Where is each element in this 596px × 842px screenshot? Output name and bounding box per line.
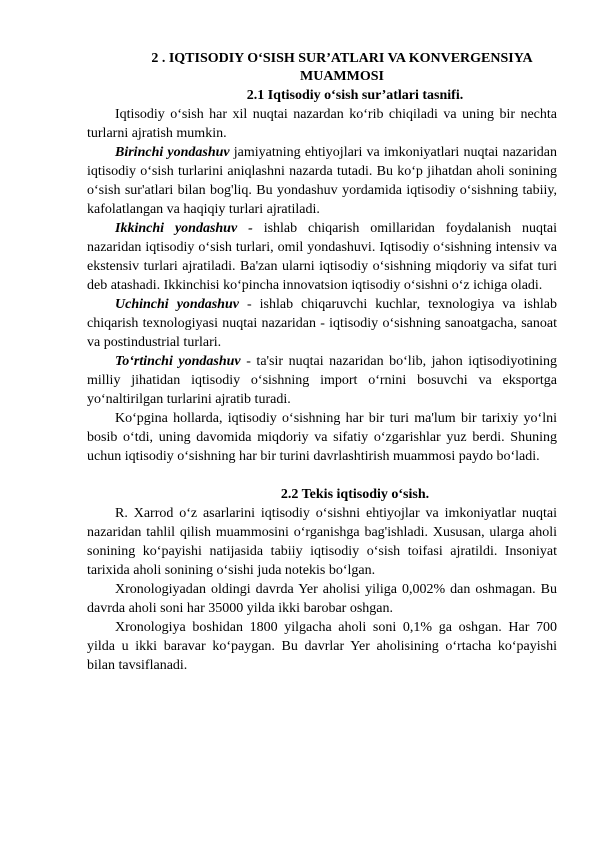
chapter-title <box>87 50 557 86</box>
section-2-title: 2.2 Tekis iqtisodiy o‘sish. <box>280 487 430 502</box>
paragraph-text: jamiyatning ehtiyojlari va imkoniyatlari nuqtai nazaridan iqtisodiy o‘sish turlarini aniqlashni nazarda tutadi. Bu ko‘p jihatdan aholi sonining o‘sish sur'atlari bilan bog'liq. Bu yondashuv yordamida iqtisodiy o‘sishning tabiiy, kafolatlangan va haqiqiy turlari ajratiladi. <box>87 145 557 217</box>
paragraph <box>87 219 557 295</box>
paragraph <box>87 618 557 675</box>
paragraph <box>87 409 557 466</box>
paragraph-lead: To‘rtinchi yondashuv <box>115 354 241 369</box>
chapter-title-line-2: MUAMMOSI <box>300 69 384 84</box>
document-body <box>87 50 557 675</box>
paragraph <box>87 105 557 143</box>
paragraph <box>87 504 557 580</box>
paragraph <box>87 352 557 409</box>
paragraph-text: - ishlab chiqaruvchi kuchlar, texnologiya va ishlab chiqarish texnologiyasi nuqtai nazaridan - iqtisodiy o‘sishning sanoatgacha, sanoat va postindustrial turlari. <box>87 297 557 350</box>
paragraph-lead: Birinchi yondashuv <box>115 145 230 160</box>
paragraph <box>87 295 557 352</box>
paragraph-text: Ko‘pgina hollarda, iqtisodiy o‘sishning har bir turi ma'lum bir tarixiy yo‘lni bosib o‘tdi, uning davomida miqdoriy va sifatiy o‘zgarishlar yuz berdi. Shuning uchun iqtisodiy o‘sishning har bir turini davrlashtirish muammosi paydo bo‘ladi. <box>87 411 557 464</box>
paragraph-text: Xronologiya boshidan 1800 yilgacha aholi soni 0,1% ga oshgan. Har 700 yilda u ikki baravar ko‘paygan. Bu davrlar Yer aholisining o‘rtacha ko‘payishi bilan tavsiflanadi. <box>87 620 557 673</box>
paragraph-text: Iqtisodiy o‘sish har xil nuqtai nazardan ko‘rib chiqiladi va uning bir nechta turlarni ajratish mumkin. <box>87 107 557 141</box>
paragraph <box>87 580 557 618</box>
chapter-title-line-1: 2 . IQTISODIY O‘SISH SUR’ATLARI VA KONVERGENSIYA <box>151 51 533 66</box>
paragraph-text: Xronologiyadan oldingi davrda Yer aholisi yiliga 0,002% dan oshmagan. Bu davrda aholi soni har 35000 yilda ikki barobar oshgan. <box>87 582 557 616</box>
paragraph-lead: Ikkinchi yondashuv - <box>115 221 253 236</box>
paragraph-text: ishlab chiqarish omillaridan foydalanish nuqtai nazaridan iqtisodiy o‘sish turlari, omil yondashuvi. Iqtisodiy o‘sishning intensiv va ekstensiv turlari ajratiladi. Ba'zan ularni iqtisodiy o‘sishning miqdoriy va sifat turi deb atashadi. Ikkinchisi ko‘pincha innovatsion iqtisodiy o‘sishni o‘z ichiga oladi. <box>87 221 557 293</box>
section-1-title: 2.1 Iqtisodiy o‘sish sur’atlari tasnifi. <box>246 88 464 103</box>
paragraph <box>87 143 557 219</box>
paragraph-text: R. Xarrod o‘z asarlarini iqtisodiy o‘sishni ehtiyojlar va imkoniyatlar nuqtai nazaridan tahlil qilish muammosini o‘rganishga bag'ishladi. Xususan, ularga aholi sonining ko‘payishi natijasida tabiiy iqtisodiy o‘sish toifasi ajratildi. Insoniyat tarixida aholi sonining o‘sishi juda notekis bo‘lgan. <box>87 506 557 578</box>
paragraph-lead: Uchinchi yondashuv <box>115 297 239 312</box>
paragraph-text: - ta'sir nuqtai nazaridan bo‘lib, jahon iqtisodiyotining milliy jihatidan iqtisodiy o‘sishning import o‘rnini bosuvchi va eksportga yo‘naltirilgan turlarini ajratib turadi. <box>87 354 557 407</box>
